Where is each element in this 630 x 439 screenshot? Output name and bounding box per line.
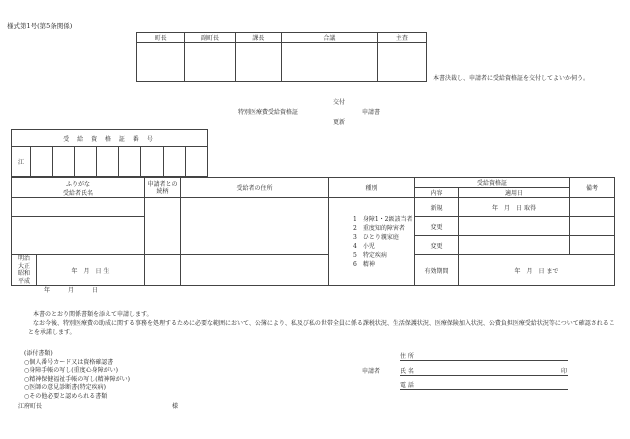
row-new-date[interactable]: 年 月 日 取得 [459,198,570,217]
name-field[interactable] [12,217,145,255]
row-new-label: 新規 [415,198,459,217]
cert-digit[interactable] [75,147,97,177]
birth-date-field[interactable]: 年 月 日 生 [37,255,145,286]
header-remarks: 備考 [570,178,615,198]
approval-col-consult: 合議 [282,33,378,43]
birth-era-list [12,255,37,286]
birth-era: 昭和 [17,270,30,277]
form-number: 様式第1号(第5条関係) [7,22,73,30]
cert-digit[interactable] [119,147,141,177]
approval-col-inspector: 主査 [377,33,426,43]
applicant-address-label: 住 所 [400,353,414,360]
cert-digit[interactable] [141,147,163,177]
header-type: 種別 [329,178,415,198]
approval-cell[interactable] [282,43,378,82]
birth-era: 大正 [17,262,30,270]
row-valid-date[interactable]: 年 月 日 まで [459,255,615,286]
type-list [329,198,415,286]
applicant-name-label: 氏 名 [400,368,414,375]
row-valid-label: 有効期間 [415,255,459,286]
remarks-cell[interactable] [570,236,615,255]
applicant-address-field[interactable] [400,359,568,361]
address-field[interactable] [181,198,329,255]
applicant-name-field[interactable] [400,374,568,376]
type-item: 4 小児 [353,242,375,250]
approval-col-section-chief: 課長 [235,33,281,43]
header-name-kana: ふりがな [65,180,90,188]
attachment-item: ○医師の意見診断書(特定疾病) [24,384,106,392]
header-content: 内容 [415,188,459,198]
approval-cell[interactable] [185,43,235,82]
approval-cell[interactable] [137,43,185,82]
title-main: 特別医療費受給資格証 [238,109,299,116]
statement-line1: 本書のとおり関係書類を添えて申請します。 [33,311,153,318]
row-change-date[interactable] [459,236,570,255]
seal-mark: 印 [561,368,568,375]
cert-digit[interactable] [31,147,53,177]
approval-col-deputy: 副町長 [185,33,235,43]
header-relation: 申請者との続柄 [145,178,181,198]
birth-era: 平成 [17,277,30,285]
attachment-item: ○身障手帳の写し(重度心身障がい) [24,367,118,375]
type-item: 2 重度知的障害者 [353,224,405,232]
applicant-label: 申請者 [362,368,381,375]
attachment-item: ○その他必要と認められる書類 [24,392,108,400]
header-name: 受給者氏名 [62,189,93,197]
cert-digit[interactable] [185,147,207,177]
relation-field[interactable] [145,255,181,286]
honorific: 様 [172,403,179,410]
header-name-cell [12,178,145,198]
applicant-phone-label: 電 話 [400,382,414,389]
approval-cell[interactable] [377,43,426,82]
title-suffix: 申請書 [362,109,381,116]
header-address: 受給者の住所 [181,178,329,198]
cert-number-prefix: 江 [12,147,31,177]
addressee: 江府町長 [18,403,43,410]
cert-digit[interactable] [163,147,185,177]
approval-table [136,32,427,82]
row-change-date[interactable] [459,217,570,236]
cert-number-table [11,129,208,177]
remarks-cell[interactable] [570,217,615,236]
cert-digit[interactable] [53,147,75,177]
attachment-item: ○個人番号カード又は資格確認書 [24,358,114,366]
title-issue: 交付 [333,99,346,106]
application-date[interactable]: 年 月 日 [44,287,99,294]
relation-field[interactable] [145,198,181,255]
attachment-item: ○精神保健福祉手帳の写し(精神障がい) [24,375,130,383]
approval-cell[interactable] [235,43,281,82]
address-field[interactable] [181,255,329,286]
header-apply-date: 適用日 [459,188,570,198]
cert-number-label: 受 給 資 格 証 番 号 [12,130,208,147]
cert-digit[interactable] [97,147,119,177]
main-table [11,177,615,286]
type-item: 3 ひとり親家庭 [353,233,399,241]
birth-era: 明治 [17,255,30,262]
applicant-phone-field[interactable] [400,388,568,390]
approval-col-mayor: 町長 [137,33,185,43]
row-change-label: 変更 [415,217,459,236]
statement-line2: なお今後、特別医療費の助成に関する事務を処理するために必要な範囲において、公簿により、私及び私の世帯全員に係る課税状況、生活保護状況、医療保険加入状況、公費負担医療受給状況等について確認されることを承諾します。 [28,320,615,336]
title-renew: 更新 [333,119,346,126]
type-item: 6 精神 [353,260,375,268]
remarks-cell[interactable] [570,198,615,217]
attachments-list [24,350,130,402]
type-item: 5 特定疾病 [353,251,387,259]
type-item: 1 身障1・2級該当者 [353,215,413,223]
approval-note: 本書決裁し、申請者に受給資格証を交付してよいか伺う。 [433,75,590,82]
row-change-label: 変更 [415,236,459,255]
header-cert: 受給資格証 [415,178,570,188]
name-kana-field[interactable] [12,198,145,217]
attachments-title: (添付書類) [24,350,53,357]
